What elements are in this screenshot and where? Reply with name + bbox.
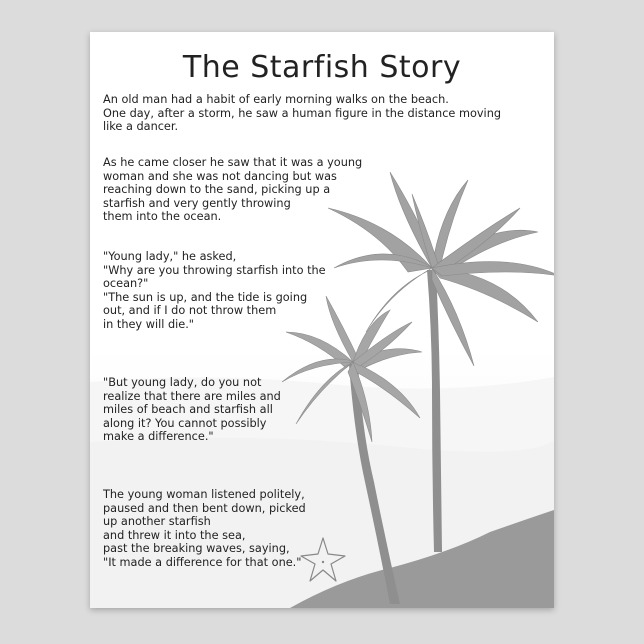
story-paragraph-5: The young woman listened politely, paused and then bent down, picked up another starfish and threw it into the sea, past the breaking waves, saying, "It made a difference for that one.": [103, 488, 306, 569]
story-paragraph-3: "Young lady," he asked, "Why are you throwing starfish into the ocean?" "The sun is up, and the tide is going out, and if I do not throw them in they will die.": [103, 250, 326, 331]
story-paragraph-4: "But young lady, do you not realize that there are miles and miles of beach and starfish all along it? You cannot possibly make a difference.": [103, 376, 281, 444]
poster: [90, 32, 554, 608]
poster-title: The Starfish Story: [182, 50, 462, 85]
story-paragraph-1: An old man had a habit of early morning walks on the beach. One day, after a storm, he saw a human figure in the distance moving like a dancer.: [103, 93, 502, 134]
story-paragraph-2: As he came closer he saw that it was a young woman and she was not dancing but was reaching down to the sand, picking up a starfish and very gently throwing them into the ocean.: [103, 156, 363, 224]
